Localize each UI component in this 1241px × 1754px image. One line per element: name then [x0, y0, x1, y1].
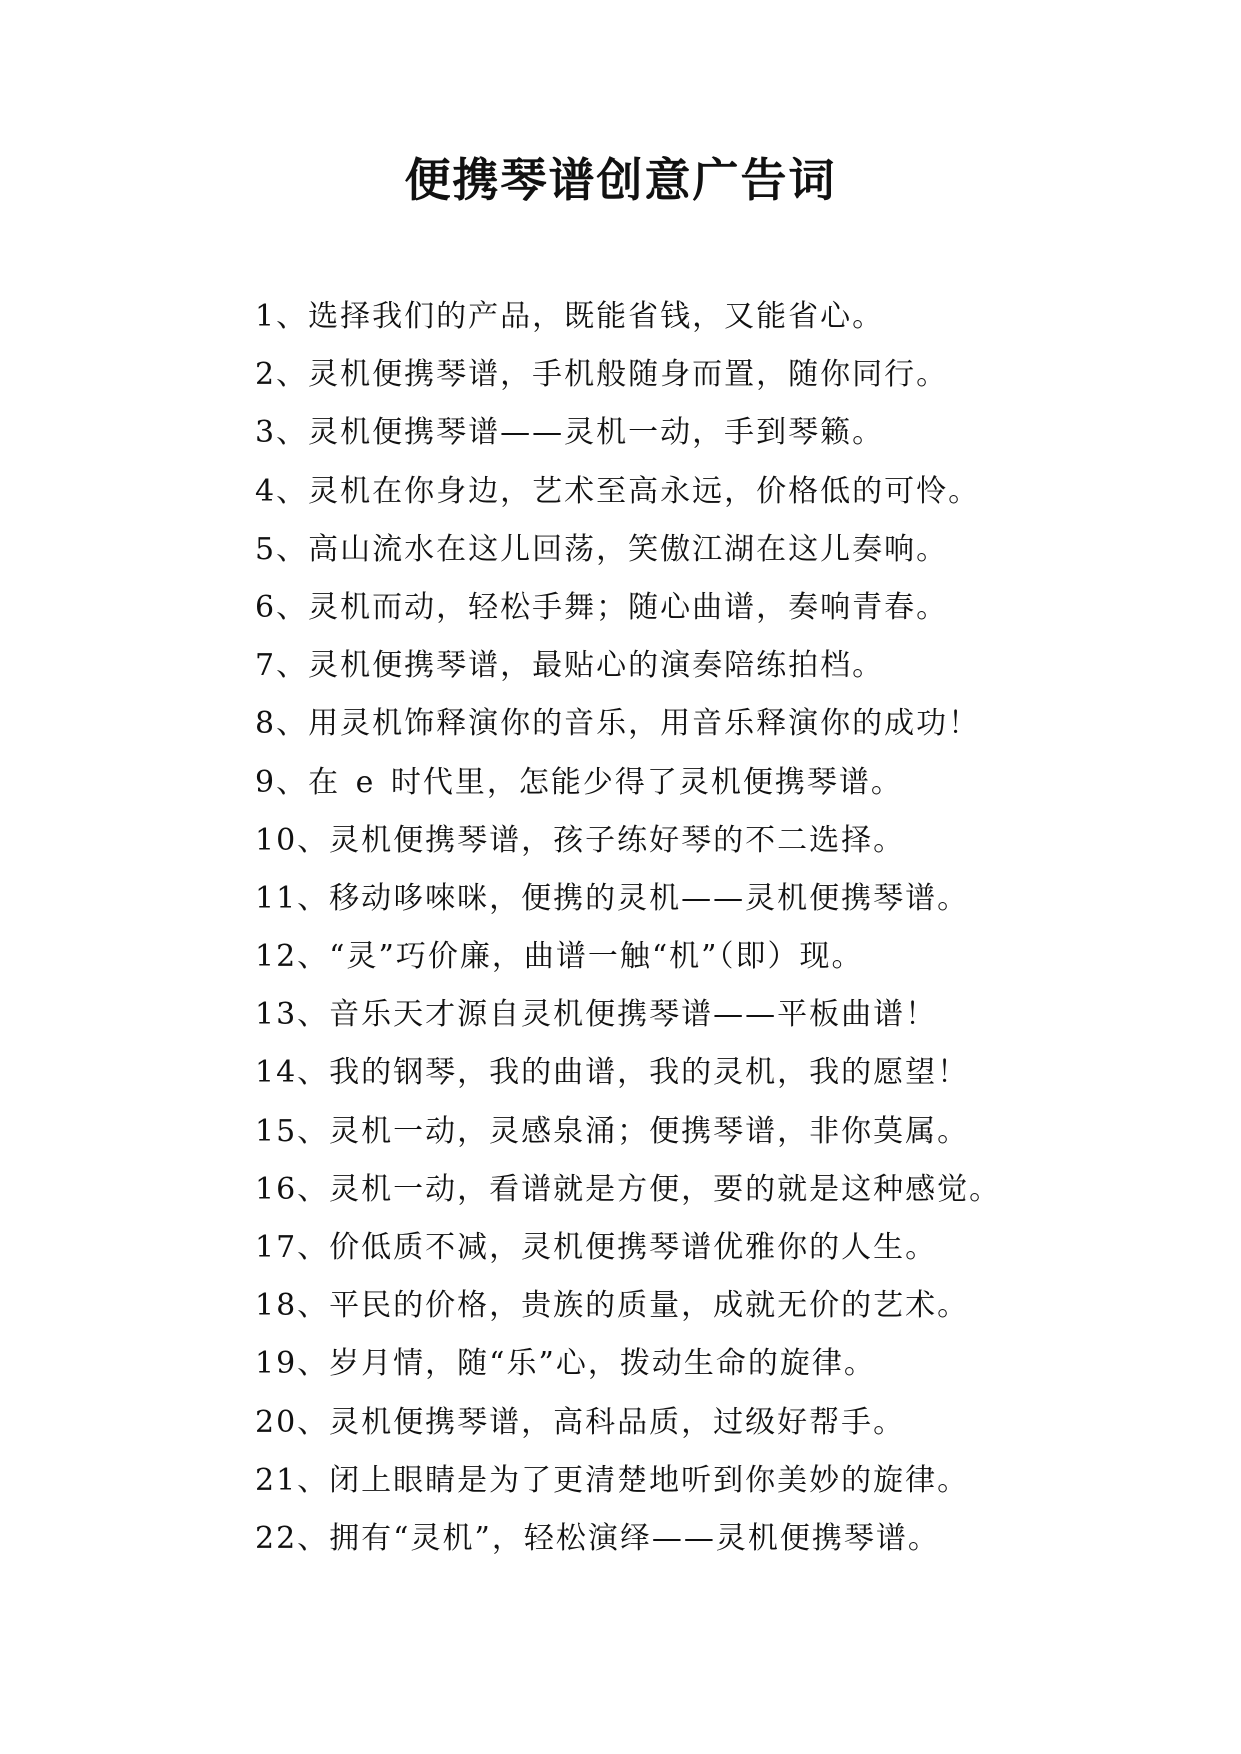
slogan-list	[255, 288, 1155, 1568]
list-item: 2、灵机便携琴谱，手机般随身而置，随你同行。	[255, 357, 949, 393]
list-item: 19、岁月情，随“乐”心，拨动生命的旋律。	[255, 1346, 876, 1382]
list-item: 6、灵机而动，轻松手舞；随心曲谱，奏响青春。	[255, 589, 949, 625]
list-item: 4、灵机在你身边，艺术至高永远，价格低的可怜。	[255, 473, 981, 509]
list-item: 1、选择我们的产品，既能省钱，又能省心。	[255, 299, 885, 334]
list-item: 10、灵机便携琴谱，孩子练好琴的不二选择。	[255, 822, 906, 858]
list-item: 3、灵机便携琴谱——灵机一动，手到琴籁。	[255, 415, 885, 451]
list-item: 9、在 e 时代里，怎能少得了灵机便携琴谱。	[255, 764, 903, 800]
list-item: 22、拥有“灵机”，轻松演绎——灵机便携琴谱。	[255, 1520, 940, 1556]
list-item: 20、灵机便携琴谱，高科品质，过级好帮手。	[255, 1404, 906, 1440]
list-item: 7、灵机便携琴谱，最贴心的演奏陪练拍档。	[255, 648, 885, 684]
list-item: 5、高山流水在这儿回荡，笑傲江湖在这儿奏响。	[255, 531, 949, 567]
list-item: 11、移动哆唻咪，便携的灵机——灵机便携琴谱。	[255, 880, 970, 916]
list-item: 14、我的钢琴，我的曲谱，我的灵机，我的愿望！	[255, 1055, 970, 1091]
list-item: 17、价低质不减，灵机便携琴谱优雅你的人生。	[255, 1230, 938, 1265]
list-item: 13、音乐天才源自灵机便携琴谱——平板曲谱！	[255, 997, 938, 1033]
list-item: 15、灵机一动，灵感泉涌；便携琴谱，非你莫属。	[255, 1113, 970, 1149]
list-item: 18、平民的价格，贵族的质量，成就无价的艺术。	[255, 1288, 970, 1324]
list-item: 12、“灵”巧价廉，曲谱一触“机”（即）现。	[255, 939, 864, 975]
list-item: 21、闭上眼睛是为了更清楚地听到你美妙的旋律。	[255, 1462, 970, 1498]
document-title: 便携琴谱创意广告词	[404, 153, 837, 207]
list-item: 16、灵机一动，看谱就是方便，要的就是这种感觉。	[255, 1171, 1002, 1207]
list-item: 8、用灵机饰释演你的音乐，用音乐释演你的成功！	[255, 706, 981, 742]
